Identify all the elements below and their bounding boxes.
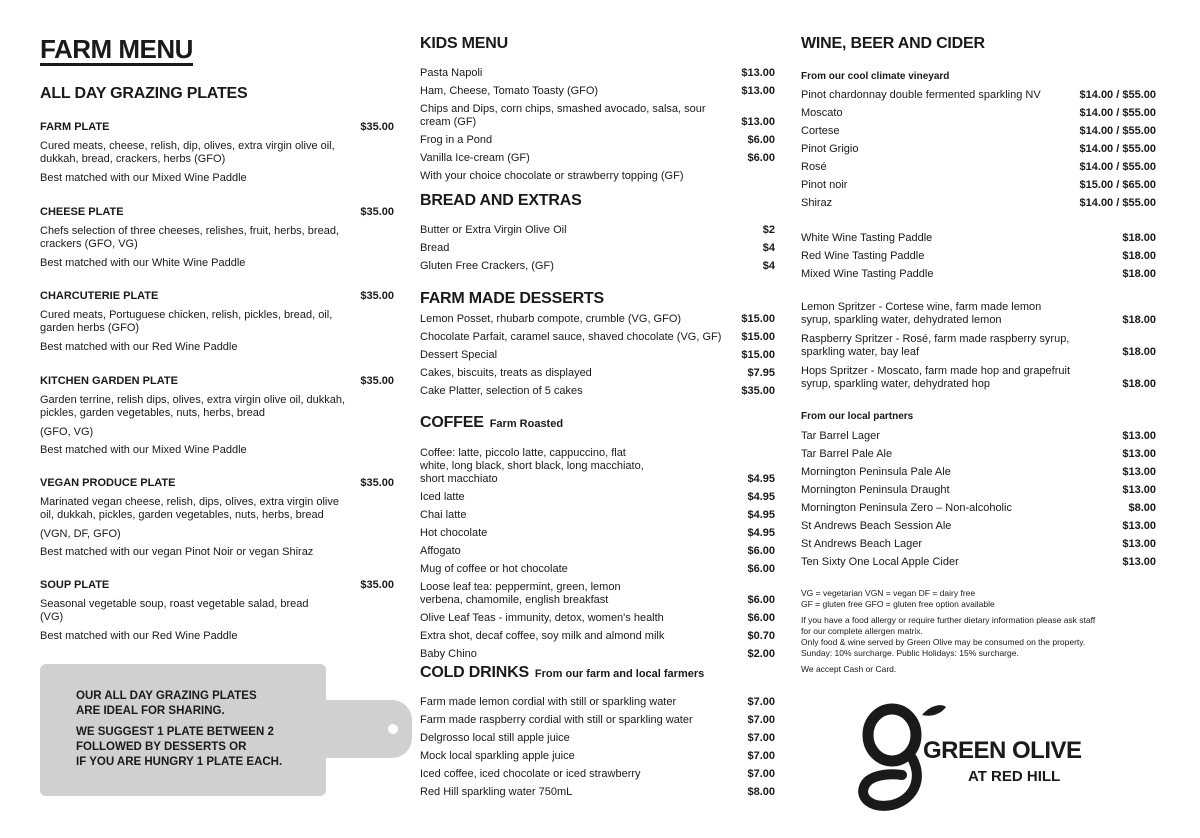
plate-price: $35.00	[360, 290, 394, 302]
dietary-legend: VG = vegetarian VGN = vegan DF = dairy free GF = gluten free GFO = gluten free option available If you have a food allergy or require further dietary information please ask staff for our complete allergen matrix. Only food & wine served by Green Olive may be consumed on the property. Sunday: 10% surcharge. Public Holidays: 15% surcharge. We accept Cash or Card.	[801, 588, 1096, 674]
list-item: Lemon Spritzer - Cortese wine, farm made lemon syrup, sparkling water, dehydrated lemon $18.00	[801, 301, 1156, 326]
list-item: White Wine Tasting Paddle $18.00	[801, 232, 1156, 244]
desserts-list	[420, 313, 775, 403]
kids-list	[420, 67, 775, 188]
plate-desc: Chefs selection of three cheeses, relishes, fruit, herbs, bread, crackers (GFO, VG)	[40, 224, 339, 250]
list-item: Hot chocolate $4.95	[420, 527, 775, 539]
promo-line: IF YOU ARE HUNGRY 1 PLATE EACH.	[76, 756, 283, 768]
plate-price: $35.00	[360, 206, 394, 218]
list-item: Shiraz $14.00 / $55.00	[801, 197, 1156, 209]
wine-list	[801, 89, 1156, 215]
plate-desc: Cured meats, cheese, relish, dip, olives, extra virgin olive oil, dukkah, bread, crackers, herbs (GFO)	[40, 139, 335, 165]
list-item: Iced latte $4.95	[420, 491, 775, 503]
plate-price: $35.00	[360, 579, 394, 591]
list-item: Ten Sixty One Local Apple Cider $13.00	[801, 556, 1156, 568]
bread-heading: BREAD AND EXTRAS	[420, 192, 582, 209]
list-item: Gluten Free Crackers, (GF) $4	[420, 260, 775, 272]
logo-name: GREEN OLIVE	[923, 737, 1082, 764]
plate-name: FARM PLATE	[40, 121, 110, 133]
promo-line: WE SUGGEST 1 PLATE BETWEEN 2	[76, 726, 274, 738]
partners-label: From our local partners	[801, 411, 914, 422]
plate-name: SOUP PLATE	[40, 579, 110, 591]
plate-item	[40, 121, 394, 185]
list-item: Cakes, biscuits, treats as displayed $7.95	[420, 367, 775, 379]
list-item: Red Hill sparkling water 750mL $8.00	[420, 786, 775, 798]
list-item: Baby Chino $2.00	[420, 648, 775, 660]
list-item: Lemon Posset, rhubarb compote, crumble (VG, GFO) $15.00	[420, 313, 775, 325]
list-item: Pasta Napoli $13.00	[420, 67, 775, 79]
page-title: FARM MENU	[40, 34, 193, 64]
wine-heading: WINE, BEER AND CIDER	[801, 35, 985, 52]
list-item: Tar Barrel Lager $13.00	[801, 430, 1156, 442]
plate-item	[40, 206, 394, 270]
list-item: Vanilla Ice-cream (GF) $6.00	[420, 152, 775, 164]
list-item: Dessert Special $15.00	[420, 349, 775, 361]
promo-line: FOLLOWED BY DESSERTS OR	[76, 741, 247, 753]
list-item: Olive Leaf Teas - immunity, detox, women's health $6.00	[420, 612, 775, 624]
cold-drinks-subheading: From our farm and local farmers	[534, 668, 705, 680]
plate-price: $35.00	[360, 121, 394, 133]
list-item: Mornington Peninsula Zero – Non-alcoholic $8.00	[801, 502, 1156, 514]
vineyard-label: From our cool climate vineyard	[801, 71, 950, 82]
plate-diet: (GFO, VG)	[40, 425, 94, 438]
grazing-heading: ALL DAY GRAZING PLATES	[40, 85, 248, 102]
promo-text	[76, 689, 326, 770]
list-item: Chocolate Parfait, caramel sauce, shaved chocolate (VG, GF) $15.00	[420, 331, 775, 343]
list-item: Mug of coffee or hot chocolate $6.00	[420, 563, 775, 575]
plate-diet: (VGN, DF, GFO)	[40, 527, 121, 540]
plate-item	[40, 477, 394, 560]
list-item: Chips and Dips, corn chips, smashed avocado, salsa, sour cream (GF) $13.00	[420, 103, 775, 128]
list-item: Moscato $14.00 / $55.00	[801, 107, 1156, 119]
list-item: Iced coffee, iced chocolate or iced strawberry $7.00	[420, 768, 775, 780]
list-item: Delgrosso local still apple juice $7.00	[420, 732, 775, 744]
list-item: Chai latte $4.95	[420, 509, 775, 521]
list-item: Mornington Peninsula Draught $13.00	[801, 484, 1156, 496]
plate-price: $35.00	[360, 375, 394, 387]
list-item: Rosé $14.00 / $55.00	[801, 161, 1156, 173]
promo-line: OUR ALL DAY GRAZING PLATES	[76, 690, 257, 702]
plate-note: Best matched with our White Wine Paddle	[40, 256, 246, 269]
plate-note: Best matched with our vegan Pinot Noir or vegan Shiraz	[40, 546, 314, 558]
list-item: St Andrews Beach Lager $13.00	[801, 538, 1156, 550]
list-item: Loose leaf tea: peppermint, green, lemon verbena, chamomile, english breakfast $6.00	[420, 581, 775, 606]
paddle-list	[801, 232, 1156, 286]
list-item: Pinot Grigio $14.00 / $55.00	[801, 143, 1156, 155]
list-item: Mock local sparkling apple juice $7.00	[420, 750, 775, 762]
list-item: Bread $4	[420, 242, 775, 254]
desserts-heading: FARM MADE DESSERTS	[420, 290, 604, 307]
plate-note: Best matched with our Mixed Wine Paddle	[40, 444, 247, 456]
plate-name: VEGAN PRODUCE PLATE	[40, 477, 176, 489]
plate-name: CHARCUTERIE PLATE	[40, 290, 159, 302]
plate-desc: Garden terrine, relish dips, olives, extra virgin olive oil, dukkah, pickles, garden vegetables, nuts, herbs, bread	[40, 393, 346, 419]
list-item: Pinot chardonnay double fermented sparkling NV $14.00 / $55.00	[801, 89, 1156, 101]
plate-item	[40, 579, 394, 643]
list-item: Hops Spritzer - Moscato, farm made hop and grapefruit syrup, sparkling water, dehydrated hop $18.00	[801, 365, 1156, 390]
list-item: Affogato $6.00	[420, 545, 775, 557]
list-item: Pinot noir $15.00 / $65.00	[801, 179, 1156, 191]
list-item: Farm made lemon cordial with still or sparkling water $7.00	[420, 696, 775, 708]
plate-desc: Cured meats, Portuguese chicken, relish, pickles, bread, oil, garden herbs (GFO)	[40, 308, 333, 334]
plate-note: Best matched with our Red Wine Paddle	[40, 340, 238, 353]
cold-drinks-heading: COLD DRINKS From our farm and local farmers	[420, 664, 705, 681]
bread-list	[420, 224, 775, 278]
coffee-list	[420, 447, 775, 666]
list-item: Mornington Peninsula Pale Ale $13.00	[801, 466, 1156, 478]
plate-note: Best matched with our Mixed Wine Paddle	[40, 171, 247, 184]
plate-price: $35.00	[360, 477, 394, 489]
list-item: Ham, Cheese, Tomato Toasty (GFO) $13.00	[420, 85, 775, 97]
coffee-heading: COFFEE Farm Roasted	[420, 414, 564, 431]
beer-list	[801, 430, 1156, 574]
promo-line: ARE IDEAL FOR SHARING.	[76, 705, 225, 717]
list-item: Red Wine Tasting Paddle $18.00	[801, 250, 1156, 262]
spritzer-list	[801, 301, 1156, 396]
plate-name: KITCHEN GARDEN PLATE	[40, 375, 178, 387]
list-item: Tar Barrel Pale Ale $13.00	[801, 448, 1156, 460]
coffee-subheading: Farm Roasted	[489, 418, 564, 430]
list-item: Raspberry Spritzer - Rosé, farm made raspberry syrup, sparkling water, bay leaf $18.00	[801, 333, 1156, 358]
kids-heading: KIDS MENU	[420, 35, 508, 52]
plate-diet: (VG)	[40, 611, 64, 623]
list-item: Extra shot, decaf coffee, soy milk and almond milk $0.70	[420, 630, 775, 642]
list-item: Farm made raspberry cordial with still or sparkling water $7.00	[420, 714, 775, 726]
plate-item	[40, 290, 394, 354]
plate-desc: Marinated vegan cheese, relish, dips, olives, extra virgin olive oil, dukkah, pickles, garden vegetables, nuts, herbs, bread	[40, 495, 339, 521]
plate-name: CHEESE PLATE	[40, 206, 124, 218]
list-item: Coffee: latte, piccolo latte, cappuccino, flat white, long black, short black, long macchiato, short macchiato $4.95	[420, 447, 775, 485]
list-item: Mixed Wine Tasting Paddle $18.00	[801, 268, 1156, 280]
plate-item	[40, 375, 394, 458]
plate-desc: Seasonal vegetable soup, roast vegetable salad, bread	[40, 597, 309, 610]
list-item: Frog in a Pond $6.00	[420, 134, 775, 146]
promo-board-handle	[322, 700, 412, 758]
cold-drinks-list	[420, 696, 775, 804]
plate-note: Best matched with our Red Wine Paddle	[40, 629, 238, 642]
list-item: Cake Platter, selection of 5 cakes $35.00	[420, 385, 775, 397]
list-item: With your choice chocolate or strawberry topping (GF)	[420, 170, 684, 182]
list-item: Cortese $14.00 / $55.00	[801, 125, 1156, 137]
logo-sub: AT RED HILL	[968, 768, 1061, 785]
list-item: Butter or Extra Virgin Olive Oil $2	[420, 224, 775, 236]
list-item: St Andrews Beach Session Ale $13.00	[801, 520, 1156, 532]
